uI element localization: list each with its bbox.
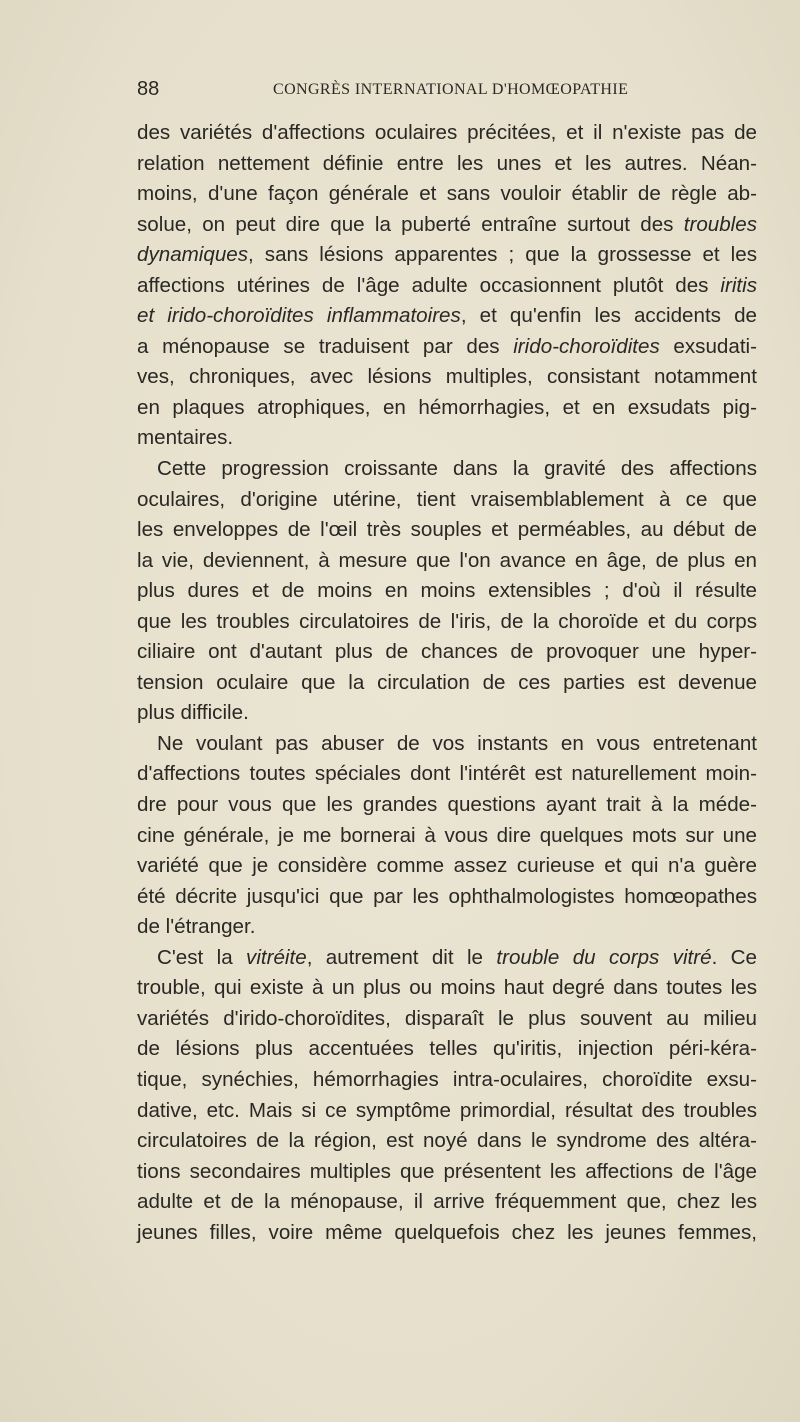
text-line: dynamiques, sans lésions apparentes ; que la grossesse et les [137,243,757,267]
text-line: les enveloppes de l'œil très souples et perméables, au début de [137,518,757,542]
running-title: CONGRÈS INTERNATIONAL D'HOMŒOPATHIE [273,81,629,98]
text-line: la vie, deviennent, à mesure que l'on avance en âge, de plus en [137,548,757,572]
text-line: ves, chroniques, avec lésions multiples, consistant notamment [137,365,757,389]
text-line: Cette progression croissante dans la gravité des affections [157,457,757,481]
text-line: jeunes filles, voire même quelquefois chez les jeunes femmes, [137,1220,757,1244]
text-line: solue, on peut dire que la puberté entraîne surtout des troubles [137,212,757,236]
text-line: en plaques atrophiques, en hémorrhagies, et en exsudats pig- [137,395,757,419]
text-line: plus dures et de moins en moins extensibles ; d'où il résulte [137,579,757,603]
text-line: d'affections toutes spéciales dont l'intérêt est naturellement moin- [137,762,757,786]
page-header [137,78,757,106]
text-line: circulatoires de la région, est noyé dans le syndrome des altéra- [137,1129,757,1153]
text-line: ciliaire ont d'autant plus de chances de provoquer une hyper- [137,640,757,664]
text-line: de lésions plus accentuées telles qu'iritis, injection péri-kéra- [137,1037,757,1061]
text-line: que les troubles circulatoires de l'iris, de la choroïde et du corps [137,609,757,633]
paragraph [137,118,757,454]
text-line: dative, etc. Mais si ce symptôme primordial, résultat des troubles [137,1098,757,1122]
text-line: tions secondaires multiples que présentent les affections de l'âge [137,1159,757,1183]
text-line: tique, synéchies, hémorrhagies intra-oculaires, choroïdite exsu- [137,1067,757,1091]
text-line: C'est la vitréite, autrement dit le trouble du corps vitré. Ce [157,945,758,969]
text-line: affections utérines de l'âge adulte occasionnent plutôt des iritis [137,273,757,297]
text-line: trouble, qui existe à un plus ou moins haut degré dans toutes les [137,976,757,1000]
paragraph [137,943,757,1248]
text-line: Ne voulant pas abuser de vos instants en vous entretenant [157,731,757,755]
text-line: cine générale, je me bornerai à vous dire quelques mots sur une [137,823,757,847]
text-line: relation nettement définie entre les unes et les autres. Néan- [137,151,757,175]
text-line: variété que je considère comme assez curieuse et qui n'a guère [137,854,757,878]
text-line: des variétés d'affections oculaires précitées, et il n'existe pas de [137,121,757,144]
text-line: été décrite jusqu'ici que par les ophthalmologistes homœopathes [137,884,757,908]
text-line: dre pour vous que les grandes questions ayant trait à la méde- [137,793,757,817]
text-line: adulte et de la ménopause, il arrive fréquemment que, chez les [137,1190,757,1214]
text-line: de l'étranger. [137,915,256,939]
paragraph [137,729,757,943]
text-line: mentaires. [137,426,234,450]
text-line: oculaires, d'origine utérine, tient vraisemblablement à ce que [137,487,757,511]
text-line: moins, d'une façon générale et sans vouloir établir de règle ab- [137,182,757,206]
text-line: a ménopause se traduisent par des irido-choroïdites exsudati- [137,334,757,358]
page-number: 88 [137,78,160,100]
text-line: tension oculaire que la circulation de ces parties est devenue [137,670,757,694]
text-line: variétés d'irido-choroïdites, disparaît le plus souvent au milieu [137,1006,757,1030]
body-text [137,118,757,1248]
text-line: plus difficile. [137,701,249,725]
text-line: et irido-choroïdites inflammatoires, et qu'enfin les accidents de [137,304,757,328]
paragraph [137,454,757,729]
